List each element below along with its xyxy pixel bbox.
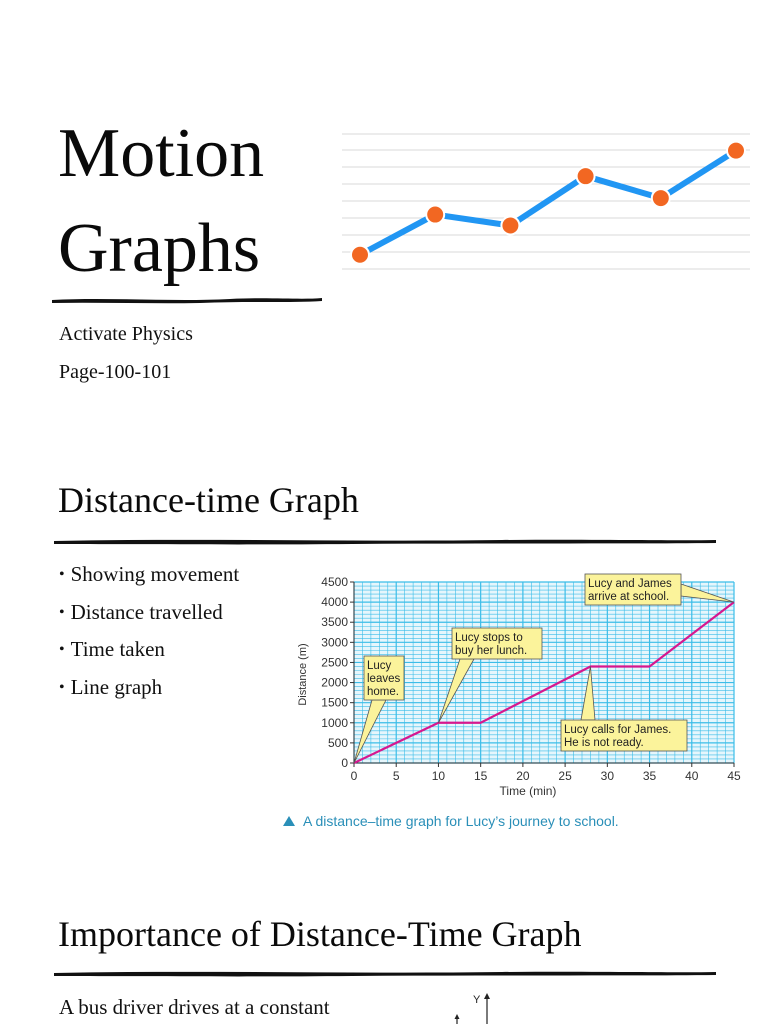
x-tick-label: 45 xyxy=(727,769,741,783)
section-divider-distance-time xyxy=(52,535,718,547)
hero-line-graphic xyxy=(330,122,754,302)
hero-data-point xyxy=(426,206,444,224)
callout-text: buy her lunch. xyxy=(455,645,528,657)
title-underline xyxy=(50,293,324,307)
hero-data-point xyxy=(577,167,595,185)
callout-text: home. xyxy=(367,686,399,698)
section-heading-importance: Importance of Distance-Time Graph xyxy=(58,914,582,954)
x-tick-label: 15 xyxy=(473,769,488,783)
bullet-text: Time taken xyxy=(70,637,165,661)
callout-text: He is not ready. xyxy=(564,737,644,749)
callout-text: Lucy and James xyxy=(588,578,672,590)
arrow-up-icon xyxy=(484,993,490,999)
hero-data-point xyxy=(351,246,369,264)
chart-caption xyxy=(283,813,619,829)
bullet-item xyxy=(59,637,239,675)
callout-text: Lucy calls for James. xyxy=(564,724,672,736)
section-heading-distance-time: Distance-time Graph xyxy=(58,480,359,520)
x-tick-label: 30 xyxy=(600,769,615,783)
section-divider-importance xyxy=(52,967,718,979)
hero-data-point xyxy=(501,217,519,235)
x-tick-label: 5 xyxy=(392,769,400,783)
bullet-dot-icon: • xyxy=(59,641,65,658)
x-tick-label: 20 xyxy=(516,769,530,783)
importance-body-text: A bus driver drives at a constant xyxy=(59,995,330,1019)
y-axis-sketch-label: Y xyxy=(473,994,481,1006)
title-line-2: Graphs xyxy=(58,210,261,287)
bullet-text: Showing movement xyxy=(70,562,240,586)
y-axis-sketch xyxy=(445,988,505,1024)
x-tick-label: 40 xyxy=(685,769,699,783)
callout-text: Lucy xyxy=(367,660,392,672)
hero-data-point xyxy=(652,189,670,207)
x-tick-label: 25 xyxy=(558,769,572,783)
hero-data-point xyxy=(727,142,745,160)
triangle-up-icon xyxy=(283,816,295,826)
y-tick-label: 2000 xyxy=(321,675,348,690)
arrow-up-icon xyxy=(455,1014,460,1019)
y-tick-label: 500 xyxy=(327,735,348,750)
callout-text: Lucy stops to xyxy=(455,632,523,644)
y-tick-label: 1500 xyxy=(321,695,348,710)
x-tick-label: 35 xyxy=(642,769,657,783)
page-title xyxy=(58,106,264,296)
hero-background xyxy=(330,122,754,302)
book-pages: Page-100-101 xyxy=(59,361,172,383)
chart-caption-text: A distance–time graph for Lucy’s journey to school. xyxy=(303,813,619,829)
bullet-dot-icon: • xyxy=(59,603,65,621)
x-tick-label: 0 xyxy=(350,769,358,783)
y-tick-label: 4500 xyxy=(321,575,348,589)
callout-text: leaves xyxy=(367,673,401,685)
y-tick-label: 3000 xyxy=(321,635,348,650)
distance-time-chart xyxy=(278,570,758,802)
y-tick-label: 4000 xyxy=(321,595,348,610)
y-axis-title: Distance (m) xyxy=(297,643,309,706)
x-tick-label: 10 xyxy=(431,769,446,783)
title-line-1: Motion xyxy=(58,115,265,192)
book-name: Activate Physics xyxy=(59,323,193,345)
bullet-item xyxy=(59,675,239,713)
bullet-dot-icon: • xyxy=(59,566,65,583)
callout-text: arrive at school. xyxy=(588,591,670,603)
bullet-dot-icon: • xyxy=(59,678,65,696)
bullet-text: Distance travelled xyxy=(70,599,223,624)
y-tick-label: 2500 xyxy=(321,655,348,670)
bullet-text: Line graph xyxy=(70,674,163,699)
y-tick-label: 1000 xyxy=(321,715,348,730)
x-axis-title: Time (min) xyxy=(499,784,557,798)
bullet-item xyxy=(59,600,239,638)
y-tick-label: 0 xyxy=(341,756,348,770)
bullet-item xyxy=(59,562,239,600)
bullet-list xyxy=(59,562,239,712)
y-tick-label: 3500 xyxy=(321,615,348,630)
